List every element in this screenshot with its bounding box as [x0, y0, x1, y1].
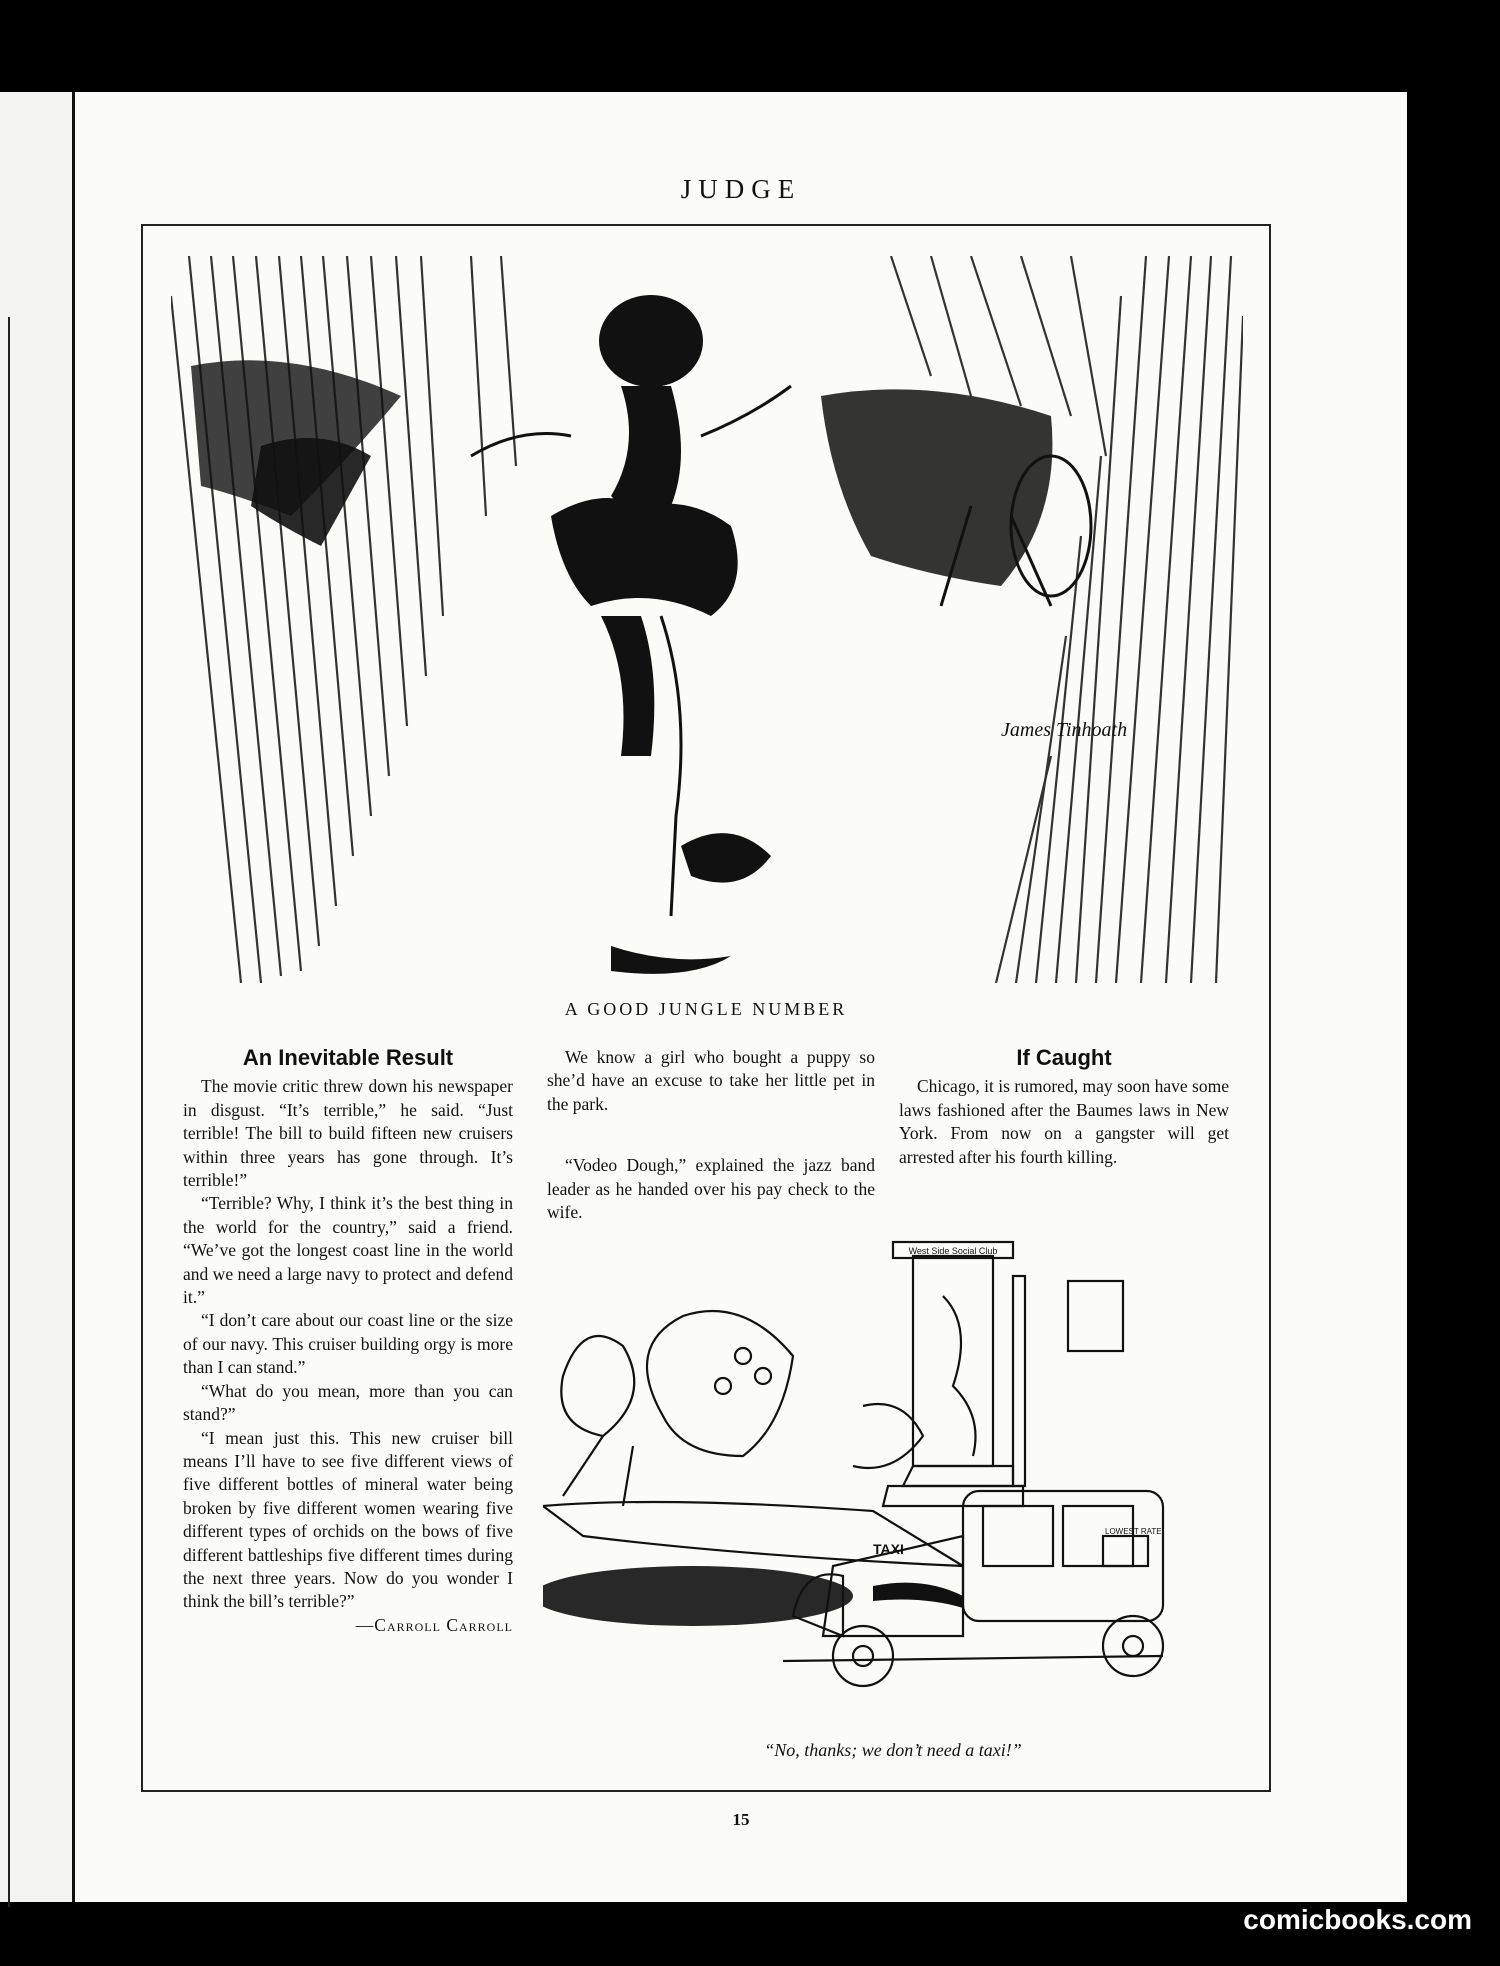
article-paragraph: Chicago, it is rumored, may soon have some laws fashioned after the Baumes laws in New York. From now on a gangster will get arrested after his fourth killing. [899, 1076, 1229, 1167]
page-number: 15 [732, 1810, 750, 1829]
masthead: JUDGE [680, 174, 802, 204]
artist-signature: James Tinhoath [1001, 719, 1128, 741]
top-cartoon-caption: A GOOD JUNGLE NUMBER [564, 999, 848, 1019]
lowest-rate-sign-text: LOWEST RATE [1105, 1527, 1162, 1536]
article-paragraph: “What do you mean, more than you can stand?” [183, 1380, 513, 1425]
joke-paragraph: “Vodeo Dough,” explained the jazz band leader as he handed over his pay check to the wife. [547, 1155, 875, 1223]
article-byline: —Carroll Carroll [355, 1614, 513, 1635]
adjacent-page-rule [0, 317, 10, 1907]
watermark: comicbooks.com [1243, 1904, 1472, 1935]
article-paragraph: “I don’t care about our coast line or the size of our navy. This cruiser building orgy is more than I can stand.” [183, 1310, 513, 1378]
article-heading: If Caught [1016, 1045, 1112, 1070]
article-paragraph: “I mean just this. This new cruiser bill means I’ll have to see five different views of five different bottles of mineral water being broken by five different women wearing five different types of orchids on the bows of five different battleships five different times during the next three years. Now do you wonder I think the bill’s terrible?” [183, 1427, 513, 1612]
magazine-page [75, 92, 1407, 1902]
adjacent-page-edge [0, 92, 75, 1902]
article-paragraph: “Terrible? Why, I think it’s the best thing in the world for the country,” said a friend. “We’ve got the longest coast line in the world and we need a large navy to protect and defend it.” [183, 1193, 513, 1308]
taxi-cartoon-caption: “No, thanks; we don’t need a taxi!” [764, 1740, 1022, 1760]
taxi-sign-text: TAXI [873, 1541, 904, 1557]
joke-paragraph: We know a girl who bought a puppy so she’d have an excuse to take her little pet in the park. [547, 1047, 875, 1114]
article-paragraph: The movie critic threw down his newspaper in disgust. “It’s terrible,” he said. “Just terrible! The bill to build fifteen new cruisers within three years has gone through. It’s terrible!” [183, 1076, 513, 1191]
jungle-dancer-illustration [171, 256, 1243, 983]
short-jokes-column [547, 1046, 875, 1224]
content-frame [141, 224, 1271, 1792]
club-sign-text: West Side Social Club [908, 1246, 998, 1256]
taxi-cartoon-illustration [543, 1236, 1243, 1706]
article-inevitable-result [183, 1046, 513, 1637]
article-heading: An Inevitable Result [242, 1045, 454, 1070]
article-if-caught [899, 1046, 1229, 1169]
